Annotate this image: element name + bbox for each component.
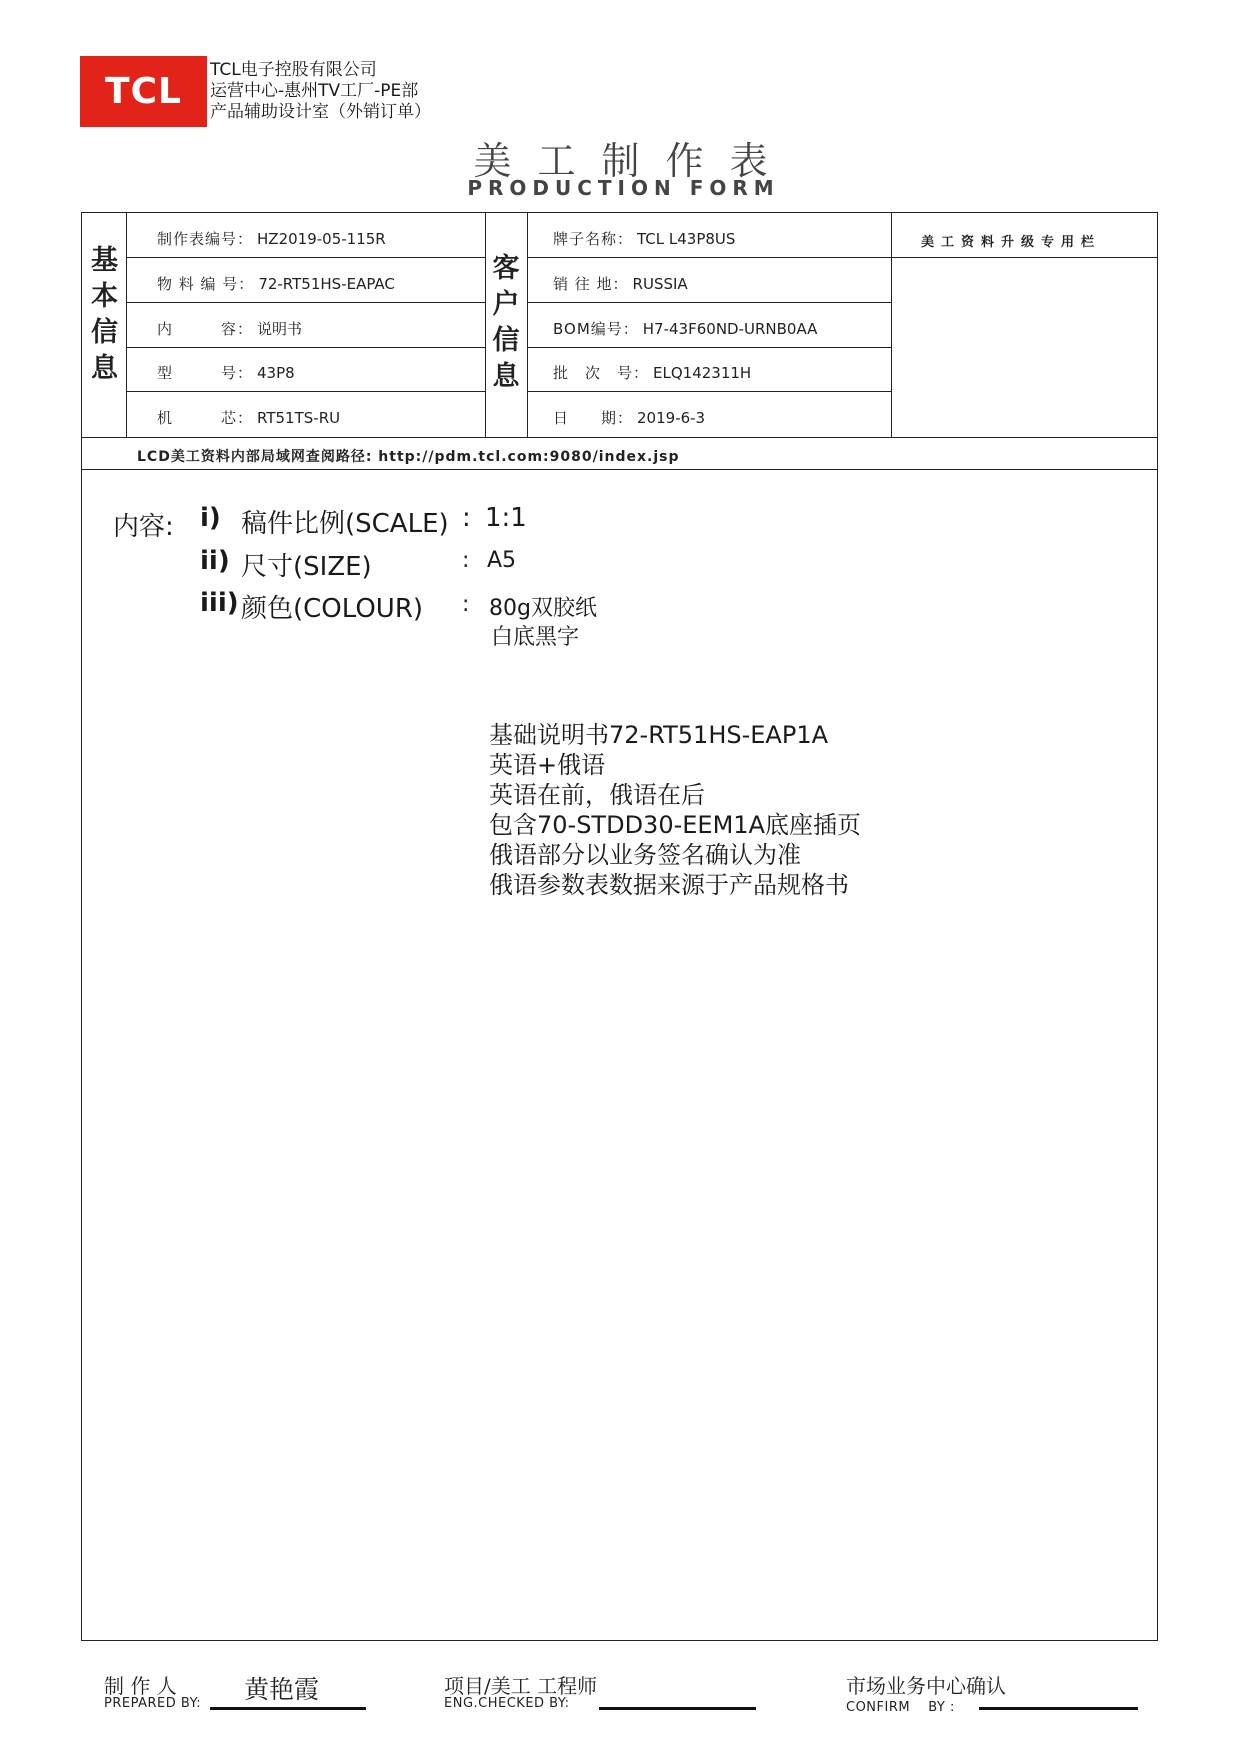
basic-info-row [157,228,386,249]
field-label: 销 往 地： [553,275,629,293]
tcl-logo [80,56,207,127]
field-label: BOM编号： [553,320,639,338]
divider [891,212,892,437]
intranet-path: LCD美工资料内部局域网查阅路径: http://pdm.tcl.com:9080/index.jsp [137,449,680,465]
content-item-value: 1:1 [485,503,527,533]
item-index: ii) [200,546,230,576]
customer-info-row [553,228,735,249]
customer-info-row [553,318,817,339]
label-char: 户 [492,289,520,320]
item-index: iii) [200,588,239,618]
field-value: 72-RT51HS-EAPAC [258,275,395,293]
content-item-index [200,546,230,576]
label-char: 息 [91,353,118,384]
field-label: 制作表编号： [157,230,254,248]
field-value: 43P8 [257,364,295,382]
content-item-label: 颜色(COLOUR) [241,594,424,624]
label-char: 息 [492,361,520,392]
divider [126,302,485,303]
divider [81,469,1158,470]
confirm-label-en: CONFIRM BY : [846,1700,955,1715]
company-line: 产品辅助设计室（外销订单） [210,102,431,122]
field-value: ELQ142311H [653,364,752,382]
company-line: TCL电子控股有限公司 [210,60,377,80]
content-heading: 内容: [113,512,174,542]
divider [891,257,1157,258]
field-label: 日 期： [553,409,634,427]
prepared-label-cn: 制 作 人 [104,1674,177,1698]
divider [81,437,1158,438]
content-item-sep: : [462,503,471,533]
company-line: 运营中心-惠州TV工厂-PE部 [210,81,419,101]
content-item-index [200,588,239,618]
divider [126,347,485,348]
field-label: 机 芯： [157,409,254,427]
field-label: 物 料 编 号： [157,275,255,293]
prepared-signature: 黄艳霞 [244,1675,320,1704]
note-line: 俄语参数表数据来源于产品规格书 [489,871,849,899]
colour-extra: 白底黑字 [491,625,580,650]
company-info [210,60,431,123]
note-line: 英语+俄语 [489,751,606,779]
customer-info-row [553,273,688,294]
content-item-sep: : [462,548,470,573]
upgrade-column-title: 美工资料升级专用栏 [921,235,1102,250]
field-label: 内 容： [157,320,254,338]
content-item-sep: : [462,592,470,617]
field-label: 批 次 号： [553,364,650,382]
basic-info-row [157,318,302,339]
confirm-signature-line [979,1707,1138,1710]
note-line: 包含70-STDD30-EEM1A底座插页 [489,811,861,839]
confirm-label-cn: 市场业务中心确认 [846,1674,1006,1698]
field-value: RUSSIA [632,275,688,293]
field-value: H7-43F60ND-URNB0AA [642,320,818,338]
checked-signature-line [599,1707,756,1710]
form-title-cn: 美工制作表 [473,139,794,183]
checked-label-en: ENG.CHECKED BY: [444,1696,570,1711]
logo-text: TCL [105,71,182,112]
divider [527,302,891,303]
field-value: 2019-6-3 [637,409,706,427]
content-item-value: A5 [487,548,517,573]
customer-info-row [553,362,751,383]
label-char: 本 [91,281,118,312]
divider [527,391,891,392]
checked-label-cn: 项目/美工 工程师 [444,1674,598,1698]
content-item-value: 80g双胶纸 [489,596,597,621]
field-value: 说明书 [257,320,303,338]
field-label: 型 号： [157,364,254,382]
divider [527,257,891,258]
label-char: 信 [91,317,118,348]
field-value: HZ2019-05-115R [257,230,386,248]
divider [126,257,485,258]
item-index: i) [200,503,221,533]
basic-info-row [157,273,395,294]
notes-block [489,720,861,900]
prepared-signature-line [210,1707,366,1710]
content-item-label: 稿件比例(SCALE) [241,509,449,539]
prepared-label-en: PREPARED BY: [104,1696,202,1711]
field-value: TCL L43P8US [637,230,736,248]
basic-info-row [157,407,340,428]
field-label: 牌子名称： [553,230,634,248]
label-char: 信 [492,325,520,356]
field-value: RT51TS-RU [257,409,341,427]
divider [126,391,485,392]
note-line: 基础说明书72-RT51HS-EAP1A [489,721,829,749]
basic-info-row [157,362,295,383]
label-char: 客 [492,253,520,284]
label-char: 基 [91,245,118,276]
customer-info-row [553,407,705,428]
note-line: 英语在前，俄语在后 [489,781,705,809]
divider [527,347,891,348]
basic-info-label [83,243,126,387]
note-line: 俄语部分以业务签名确认为准 [489,841,801,869]
content-item-index [200,503,221,533]
content-item-label: 尺寸(SIZE) [241,552,372,582]
divider [126,212,127,437]
divider [527,212,528,437]
customer-info-label [485,251,527,395]
form-title-en: PRODUCTION FORM [467,176,780,200]
